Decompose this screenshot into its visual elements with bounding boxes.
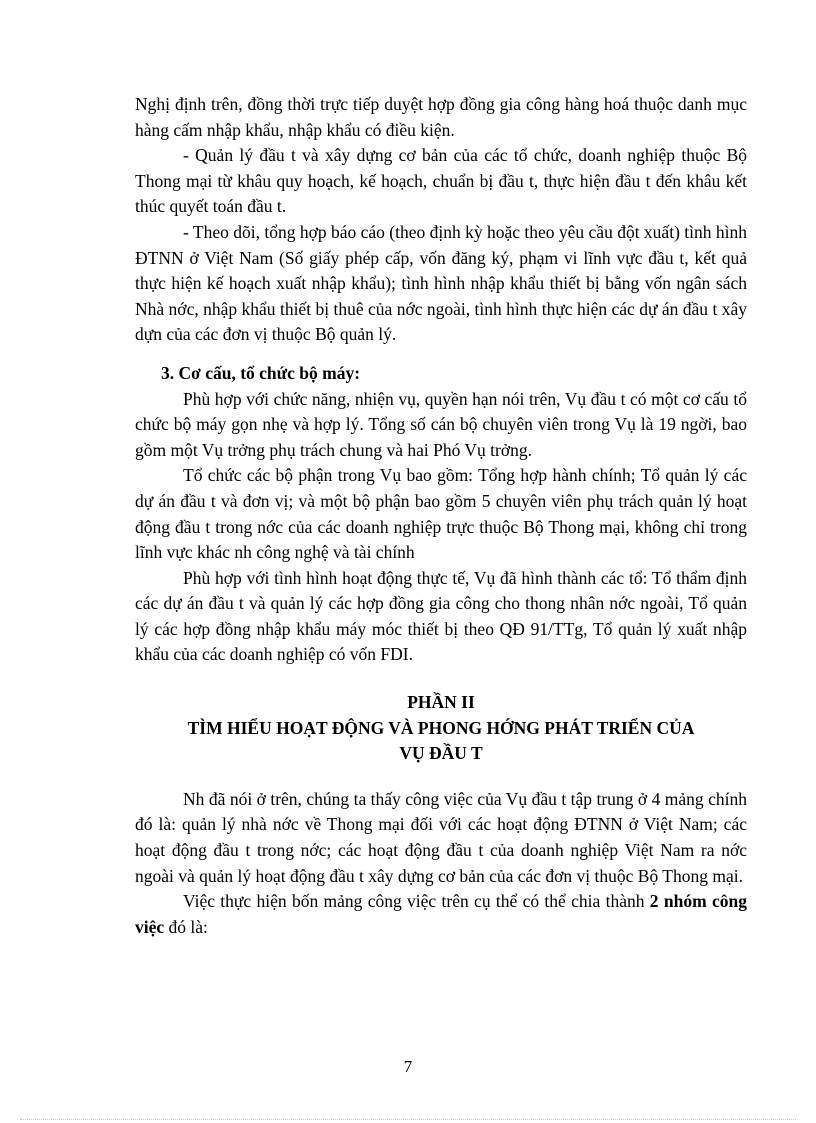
part-2-title-line-1: TÌM HIỂU HOẠT ĐỘNG VÀ PHONG HỚNG PHÁT TRIỂN CỦA [187, 717, 695, 738]
paragraph-departments: Tổ chức các bộ phận trong Vụ bao gồm: Tổng hợp hành chính; Tổ quản lý các dự án đầu t và đơn vị; và một bộ phận bao gồm 5 chuyên viên phụ trách quản lý hoạt động đầu t trong nớc của các doanh nghiệp trực thuộc Bộ Thong mại, không chỉ trong lĩnh vực khác nh công nghệ và tài chính [135, 465, 747, 563]
paragraph-two-groups [135, 889, 747, 940]
part-2-label: PHẦN II [407, 692, 475, 713]
paragraph-two-groups-start: Việc thực hiện bốn mảng công việc trên cụ thể có thể chia thành [183, 891, 650, 912]
page-bottom-divider [20, 1119, 796, 1120]
paragraph-monitoring-reporting: - Theo dõi, tổng hợp báo cáo (theo định kỳ hoặc theo yêu cầu đột xuất) tình hình ĐTNN ở Việt Nam (Số giấy phép cấp, vốn đăng ký, phạm vi lĩnh vực đầu t, kết quả thực hiện kế hoạch xuất nhập khẩu); tình hình nhập khẩu thiết bị bằng vốn ngân sách Nhà nớc, nhập khẩu thiết bị thuê của nớc ngoài, tình hình thực hiện các dự án đầu t xây dựn của các đơn vị thuộc Bộ quản lý. [135, 221, 747, 345]
paragraph-two-groups-bold: 2 nhóm công việc [135, 891, 747, 937]
part-2-title-line-2: VỤ ĐẦU T [399, 743, 483, 764]
paragraph-decree-continuation: Nghị định trên, đồng thời trực tiếp duyệt hợp đồng gia công hàng hoá thuộc danh mục hàng cấm nhập khẩu, nhập khẩu có điều kiện. [135, 94, 747, 140]
part-2-heading [135, 690, 747, 767]
paragraph-four-areas: Nh đã nói ở trên, chúng ta thấy công việc của Vụ đầu t tập trung ở 4 mảng chính đó là: quản lý nhà nớc về Thong mại đối với các hoạt động ĐTNN ở Việt Nam; các hoạt động đầu t trong nớc; các hoạt động đầu t của doanh nghiệp Việt Nam ra nớc ngoài và quản lý hoạt động đầu t xây dựng cơ bản của các đơn vị thuộc Bộ Thong mại. [135, 788, 747, 886]
paragraph-teams: Phù hợp với tình hình hoạt động thực tế, Vụ đã hình thành các tổ: Tổ thẩm định các dự án đầu t và quản lý các hợp đồng gia công cho thong nhân nớc ngoài, Tổ quản lý các hợp đồng nhập khẩu máy móc thiết bị theo QĐ 91/TTg, Tổ quản lý xuất nhập khẩu của các doanh nghiệp có vốn FDI. [135, 567, 747, 665]
paragraph-two-groups-end: đó là: [164, 916, 208, 937]
page-number: 7 [403, 1057, 413, 1076]
paragraph-investment-management: - Quản lý đầu t và xây dựng cơ bản của các tổ chức, doanh nghiệp thuộc Bộ Thong mại từ khâu quy hoạch, kế hoạch, chuẩn bị đầu t, thực hiện đầu t đến khâu kết thúc quyết toán đầu t. [135, 145, 747, 217]
document-page [135, 92, 747, 940]
section-3-heading: 3. Cơ cấu, tổ chức bộ máy: [161, 362, 361, 383]
paragraph-structure-overview: Phù hợp với chức năng, nhiện vụ, quyền hạn nói trên, Vụ đầu t có một cơ cấu tổ chức bộ máy gọn nhẹ và hợp lý. Tổng số cán bộ chuyên viên trong Vụ là 19 ngời, bao gồm một Vụ trởng phụ trách chung và hai Phó Vụ trởng. [135, 388, 747, 460]
